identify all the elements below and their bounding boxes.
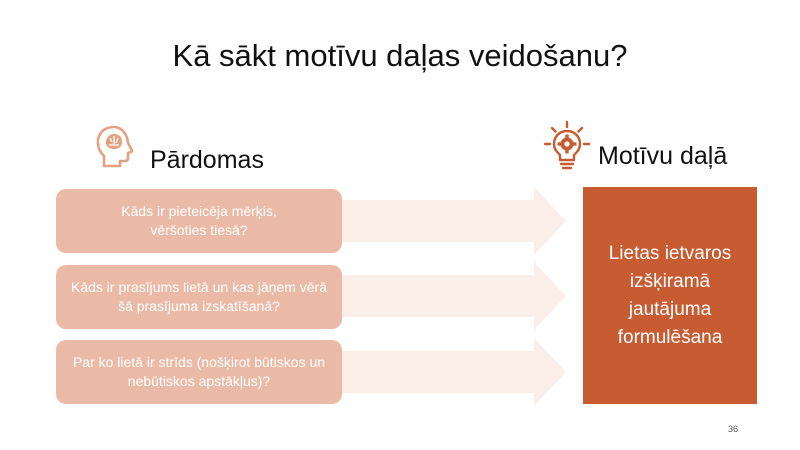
result-text: Lietas ietvaros izšķiramā jautājuma formulēšana xyxy=(608,242,732,348)
question-box xyxy=(56,340,342,404)
arrow-shape xyxy=(330,262,566,330)
left-column-label: Pārdomas xyxy=(150,146,264,174)
right-column-label: Motīvu daļā xyxy=(598,142,728,170)
question-text: Kāds ir pieteicēja mērķis, vēršoties tiesā? xyxy=(121,203,277,238)
question-text: Kāds ir prasījums lietā un kas jāņem vērā šā prasījuma izskatīšanā? xyxy=(71,279,327,314)
result-box xyxy=(583,187,757,404)
arrow-shape xyxy=(330,187,566,255)
question-text: Par ko lietā ir strīds (nošķirot būtiskos un nebūtiskos apstākļus)? xyxy=(72,354,326,389)
slide-title: Kā sākt motīvu daļas veidošanu? xyxy=(172,38,628,73)
question-box xyxy=(56,265,342,329)
arrow-shape xyxy=(330,338,566,406)
head-brain-icon xyxy=(92,124,136,168)
page-number: 36 xyxy=(728,424,739,434)
question-box xyxy=(56,189,342,253)
lightbulb-gear-icon xyxy=(543,120,591,172)
